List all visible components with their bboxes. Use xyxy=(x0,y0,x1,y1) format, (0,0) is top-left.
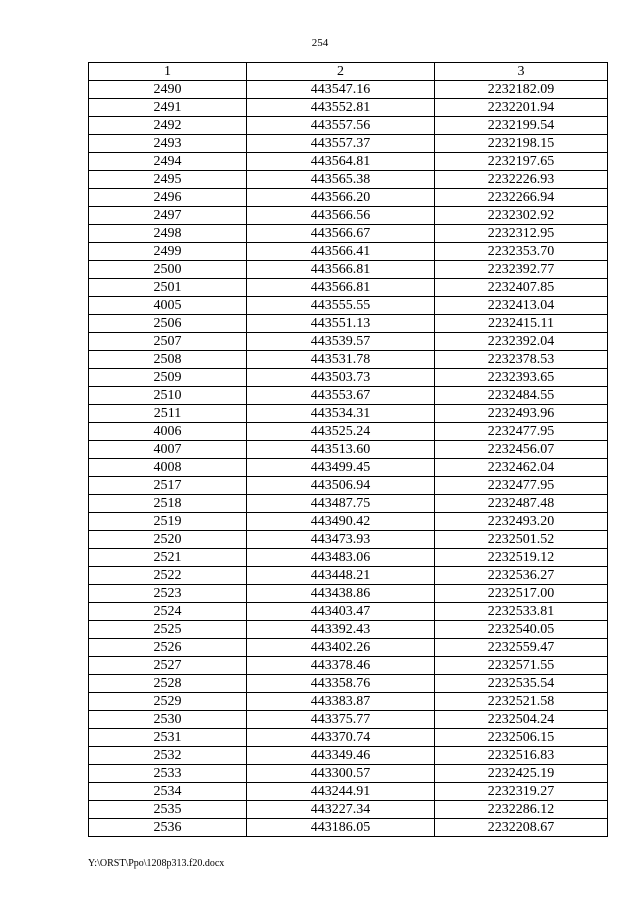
table-cell-col-1: 2533 xyxy=(89,765,247,783)
table-cell-col-2: 443227.34 xyxy=(247,801,435,819)
table-cell-col-1: 2534 xyxy=(89,783,247,801)
table-cell-col-2: 443566.67 xyxy=(247,225,435,243)
table-cell-col-1: 2526 xyxy=(89,639,247,657)
table-cell-col-1: 2511 xyxy=(89,405,247,423)
table-cell-col-1: 2523 xyxy=(89,585,247,603)
table-row xyxy=(89,675,608,693)
table-cell-col-3: 2232521.58 xyxy=(435,693,608,711)
table-cell-col-1: 2508 xyxy=(89,351,247,369)
table-row xyxy=(89,387,608,405)
table-cell-col-2: 443566.41 xyxy=(247,243,435,261)
table-row xyxy=(89,315,608,333)
table-cell-col-2: 443403.47 xyxy=(247,603,435,621)
table-cell-col-3: 2232504.24 xyxy=(435,711,608,729)
table-cell-col-1: 2521 xyxy=(89,549,247,567)
table-cell-col-1: 2499 xyxy=(89,243,247,261)
table-body xyxy=(89,81,608,837)
table-cell-col-3: 2232519.12 xyxy=(435,549,608,567)
table-cell-col-2: 443244.91 xyxy=(247,783,435,801)
table-cell-col-1: 2500 xyxy=(89,261,247,279)
table-cell-col-2: 443300.57 xyxy=(247,765,435,783)
table-cell-col-1: 2498 xyxy=(89,225,247,243)
table-cell-col-3: 2232392.04 xyxy=(435,333,608,351)
table-cell-col-3: 2232506.15 xyxy=(435,729,608,747)
table-cell-col-1: 2529 xyxy=(89,693,247,711)
table-row xyxy=(89,297,608,315)
table-cell-col-2: 443438.86 xyxy=(247,585,435,603)
table-cell-col-1: 2531 xyxy=(89,729,247,747)
table-cell-col-2: 443473.93 xyxy=(247,531,435,549)
header-row xyxy=(89,63,608,81)
table-cell-col-1: 2497 xyxy=(89,207,247,225)
table-cell-col-2: 443186.05 xyxy=(247,819,435,837)
table-cell-col-1: 2509 xyxy=(89,369,247,387)
table-cell-col-3: 2232501.52 xyxy=(435,531,608,549)
table-row xyxy=(89,243,608,261)
table-row xyxy=(89,135,608,153)
table-cell-col-1: 2491 xyxy=(89,99,247,117)
table-row xyxy=(89,369,608,387)
table-cell-col-1: 2510 xyxy=(89,387,247,405)
table-row xyxy=(89,531,608,549)
table-cell-col-1: 2530 xyxy=(89,711,247,729)
table-cell-col-1: 2528 xyxy=(89,675,247,693)
table-cell-col-3: 2232378.53 xyxy=(435,351,608,369)
table-cell-col-1: 2532 xyxy=(89,747,247,765)
table-cell-col-2: 443566.81 xyxy=(247,261,435,279)
table-cell-col-2: 443534.31 xyxy=(247,405,435,423)
coordinates-table xyxy=(88,62,608,837)
table-row xyxy=(89,117,608,135)
table-row xyxy=(89,495,608,513)
table-cell-col-1: 2501 xyxy=(89,279,247,297)
table-cell-col-2: 443499.45 xyxy=(247,459,435,477)
table-row xyxy=(89,765,608,783)
table-cell-col-3: 2232484.55 xyxy=(435,387,608,405)
table-row xyxy=(89,603,608,621)
table-cell-col-3: 2232533.81 xyxy=(435,603,608,621)
table-row xyxy=(89,423,608,441)
table-row xyxy=(89,459,608,477)
table-cell-col-2: 443555.55 xyxy=(247,297,435,315)
table-cell-col-3: 2232415.11 xyxy=(435,315,608,333)
table-cell-col-2: 443539.57 xyxy=(247,333,435,351)
table-row xyxy=(89,441,608,459)
table-cell-col-3: 2232540.05 xyxy=(435,621,608,639)
table-row xyxy=(89,207,608,225)
table-cell-col-2: 443349.46 xyxy=(247,747,435,765)
table-cell-col-1: 2522 xyxy=(89,567,247,585)
table-row xyxy=(89,783,608,801)
table-cell-col-2: 443448.21 xyxy=(247,567,435,585)
table-row xyxy=(89,351,608,369)
table-row xyxy=(89,747,608,765)
table-row xyxy=(89,567,608,585)
table-row xyxy=(89,405,608,423)
table-cell-col-2: 443506.94 xyxy=(247,477,435,495)
table-cell-col-2: 443564.81 xyxy=(247,153,435,171)
table-cell-col-3: 2232393.65 xyxy=(435,369,608,387)
table-row xyxy=(89,261,608,279)
table-cell-col-2: 443557.56 xyxy=(247,117,435,135)
table-cell-col-2: 443392.43 xyxy=(247,621,435,639)
table-cell-col-2: 443566.56 xyxy=(247,207,435,225)
table-cell-col-3: 2232477.95 xyxy=(435,477,608,495)
table-cell-col-1: 2518 xyxy=(89,495,247,513)
table-row xyxy=(89,513,608,531)
column-header-3: 3 xyxy=(435,63,608,81)
table-cell-col-1: 2525 xyxy=(89,621,247,639)
table-row xyxy=(89,99,608,117)
table-cell-col-1: 4008 xyxy=(89,459,247,477)
table-row xyxy=(89,225,608,243)
table-row xyxy=(89,819,608,837)
table-row xyxy=(89,171,608,189)
table-cell-col-3: 2232456.07 xyxy=(435,441,608,459)
table-cell-col-1: 4005 xyxy=(89,297,247,315)
table-cell-col-3: 2232302.92 xyxy=(435,207,608,225)
table-cell-col-3: 2232517.00 xyxy=(435,585,608,603)
table-cell-col-3: 2232516.83 xyxy=(435,747,608,765)
table-cell-col-3: 2232413.04 xyxy=(435,297,608,315)
table-row xyxy=(89,711,608,729)
table-cell-col-1: 2494 xyxy=(89,153,247,171)
table-cell-col-3: 2232536.27 xyxy=(435,567,608,585)
table-cell-col-2: 443383.87 xyxy=(247,693,435,711)
table-cell-col-3: 2232199.54 xyxy=(435,117,608,135)
table-cell-col-3: 2232571.55 xyxy=(435,657,608,675)
table-cell-col-3: 2232266.94 xyxy=(435,189,608,207)
table-row xyxy=(89,639,608,657)
table-cell-col-3: 2232407.85 xyxy=(435,279,608,297)
table-cell-col-1: 2506 xyxy=(89,315,247,333)
table-row xyxy=(89,621,608,639)
table-row xyxy=(89,153,608,171)
table-cell-col-1: 4007 xyxy=(89,441,247,459)
table-cell-col-3: 2232312.95 xyxy=(435,225,608,243)
table-cell-col-3: 2232208.67 xyxy=(435,819,608,837)
table-cell-col-2: 443553.67 xyxy=(247,387,435,405)
table-cell-col-3: 2232201.94 xyxy=(435,99,608,117)
table-cell-col-3: 2232226.93 xyxy=(435,171,608,189)
table-cell-col-3: 2232182.09 xyxy=(435,81,608,99)
table-cell-col-2: 443370.74 xyxy=(247,729,435,747)
table-cell-col-2: 443566.20 xyxy=(247,189,435,207)
table-cell-col-1: 2536 xyxy=(89,819,247,837)
table-row xyxy=(89,477,608,495)
table-cell-col-1: 4006 xyxy=(89,423,247,441)
table-cell-col-1: 2520 xyxy=(89,531,247,549)
table-cell-col-3: 2232353.70 xyxy=(435,243,608,261)
table-cell-col-2: 443503.73 xyxy=(247,369,435,387)
table-cell-col-3: 2232535.54 xyxy=(435,675,608,693)
table-cell-col-1: 2527 xyxy=(89,657,247,675)
table-cell-col-1: 2496 xyxy=(89,189,247,207)
table-cell-col-1: 2517 xyxy=(89,477,247,495)
table-row xyxy=(89,279,608,297)
table-cell-col-3: 2232477.95 xyxy=(435,423,608,441)
table-cell-col-2: 443557.37 xyxy=(247,135,435,153)
table-cell-col-2: 443378.46 xyxy=(247,657,435,675)
table-cell-col-3: 2232319.27 xyxy=(435,783,608,801)
table-cell-col-3: 2232493.20 xyxy=(435,513,608,531)
table-cell-col-2: 443525.24 xyxy=(247,423,435,441)
table-cell-col-3: 2232493.96 xyxy=(435,405,608,423)
table-cell-col-2: 443551.13 xyxy=(247,315,435,333)
table-cell-col-1: 2495 xyxy=(89,171,247,189)
table-cell-col-1: 2490 xyxy=(89,81,247,99)
table-cell-col-2: 443513.60 xyxy=(247,441,435,459)
table-cell-col-1: 2519 xyxy=(89,513,247,531)
table-cell-col-1: 2524 xyxy=(89,603,247,621)
table-row xyxy=(89,801,608,819)
table-row xyxy=(89,585,608,603)
table-header xyxy=(89,63,608,81)
table-cell-col-2: 443547.16 xyxy=(247,81,435,99)
table-cell-col-2: 443487.75 xyxy=(247,495,435,513)
table-cell-col-3: 2232559.47 xyxy=(435,639,608,657)
table-cell-col-3: 2232425.19 xyxy=(435,765,608,783)
column-header-2: 2 xyxy=(247,63,435,81)
table-cell-col-2: 443375.77 xyxy=(247,711,435,729)
table-cell-col-3: 2232197.65 xyxy=(435,153,608,171)
table-cell-col-2: 443483.06 xyxy=(247,549,435,567)
table-row xyxy=(89,657,608,675)
table-row xyxy=(89,333,608,351)
table-cell-col-3: 2232462.04 xyxy=(435,459,608,477)
table-cell-col-2: 443402.26 xyxy=(247,639,435,657)
column-header-1: 1 xyxy=(89,63,247,81)
table-row xyxy=(89,189,608,207)
table-cell-col-2: 443490.42 xyxy=(247,513,435,531)
table-cell-col-3: 2232286.12 xyxy=(435,801,608,819)
table-cell-col-2: 443565.38 xyxy=(247,171,435,189)
table-cell-col-2: 443358.76 xyxy=(247,675,435,693)
table-cell-col-1: 2535 xyxy=(89,801,247,819)
table-cell-col-1: 2492 xyxy=(89,117,247,135)
table-row xyxy=(89,729,608,747)
page-number: 254 xyxy=(311,37,329,49)
table-cell-col-2: 443531.78 xyxy=(247,351,435,369)
footer-file-path: Y:\ORST\Ppo\1208p313.f20.docx xyxy=(88,858,225,869)
table-cell-col-3: 2232392.77 xyxy=(435,261,608,279)
table-cell-col-3: 2232487.48 xyxy=(435,495,608,513)
table-cell-col-2: 443552.81 xyxy=(247,99,435,117)
table-row xyxy=(89,693,608,711)
table-cell-col-2: 443566.81 xyxy=(247,279,435,297)
table-cell-col-1: 2507 xyxy=(89,333,247,351)
table-cell-col-1: 2493 xyxy=(89,135,247,153)
table-row xyxy=(89,81,608,99)
table-row xyxy=(89,549,608,567)
table-cell-col-3: 2232198.15 xyxy=(435,135,608,153)
